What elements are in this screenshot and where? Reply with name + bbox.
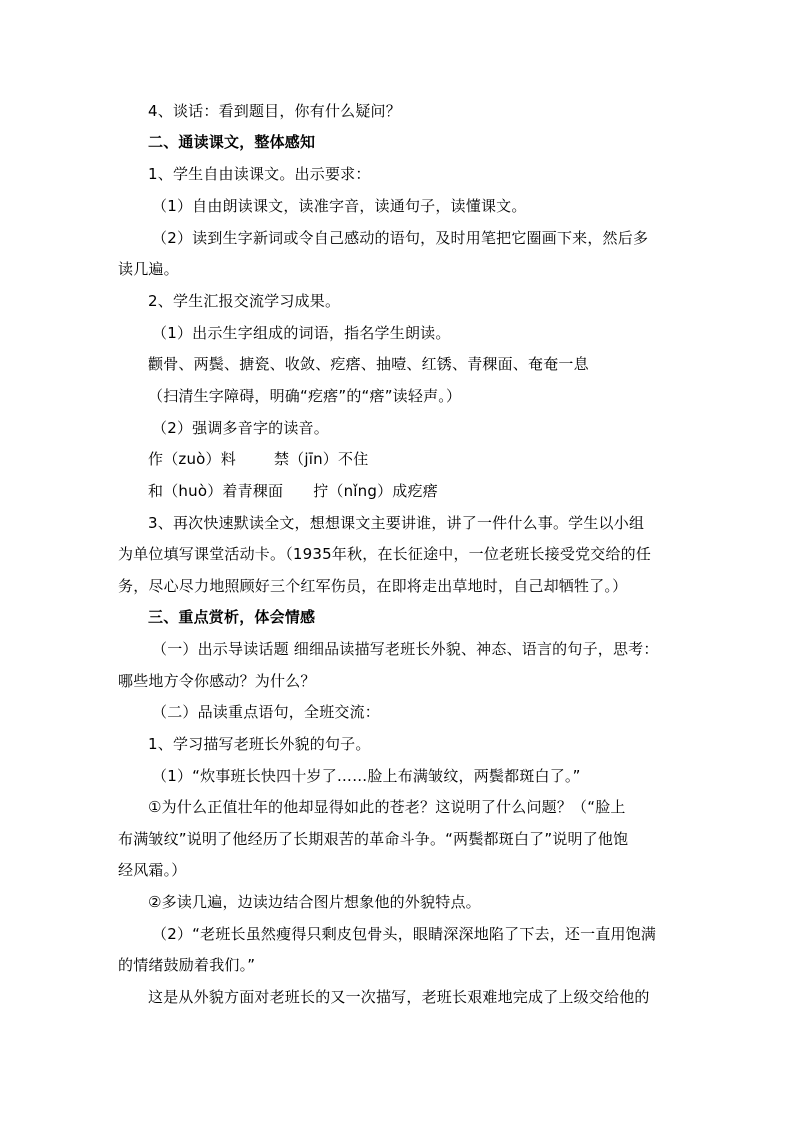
- pronunciation-row-1: [118, 449, 708, 469]
- paragraph-appearance: 1、学习描写老班长外貌的句子。: [148, 735, 371, 753]
- paragraph-requirement-2-cont: 读几遍。: [118, 260, 179, 278]
- paragraph-guide-topic: （一）出示导读话题 细细品读描写老班长外貌、神态、语言的句子，思考：: [152, 640, 659, 658]
- section-heading-2: 二、通读课文，整体感知: [148, 133, 316, 151]
- pronunciation-row-2: [118, 481, 708, 501]
- paragraph-show-words: （1）出示生字组成的词语，指名学生朗读。: [152, 324, 451, 342]
- pronunciation-huo: 和（huò）着青稞面: [148, 482, 284, 500]
- paragraph-analysis: 这是从外貌方面对老班长的又一次描写，老班长艰难地完成了上级交给他的: [148, 988, 650, 1006]
- paragraph-requirement-1: （1）自由朗读课文，读准字音，读通句子，读懂课文。: [152, 197, 527, 215]
- paragraph-talk-question: 4、谈话：看到题目，你有什么疑问？: [148, 102, 401, 120]
- paragraph-free-reading: 1、学生自由读课文。出示要求：: [148, 165, 371, 183]
- paragraph-key-sentences: （二）品读重点语句，全班交流：: [152, 703, 381, 721]
- paragraph-fast-reading-cont-2: 务，尽心尽力地照顾好三个红军伤员，在即将走出草地时，自己却牺牲了。）: [118, 577, 628, 595]
- quote-2-cont: 的情绪鼓励着我们。”: [118, 956, 256, 974]
- paragraph-fast-reading-cont-1: 为单位填写课堂活动卡。（1935年秋，在长征途中，一位老班长接受党交给的任: [118, 545, 652, 563]
- pronunciation-jin: 禁（jīn）不住: [273, 450, 369, 468]
- paragraph-requirement-2: （2）读到生字新词或令自己感动的语句，及时用笔把它圈画下来，然后多: [152, 229, 649, 247]
- pronunciation-zuo: 作（zuò）料: [148, 450, 236, 468]
- vocabulary-list: 颧骨、两鬓、搪瓷、收敛、疙瘩、抽噎、红锈、青稞面、奄奄一息: [148, 355, 589, 373]
- question-1-cont-2: 经风霜。）: [118, 861, 187, 879]
- paragraph-polyphonic: （2）强调多音字的读音。: [152, 419, 329, 437]
- quote-2: （2）“老班长虽然瘦得只剩皮包骨头，眼睛深深地陷了下去，还一直用饱满: [152, 925, 657, 943]
- pronunciation-ning: 拧（nǐng）成疙瘩: [313, 482, 438, 500]
- question-2: ②多读几遍，边读边结合图片想象他的外貌特点。: [148, 893, 481, 911]
- paragraph-neutral-tone: （扫清生字障碍，明确“疙瘩”的“瘩”读轻声。）: [148, 387, 462, 405]
- question-1: ①为什么正值壮年的他却显得如此的苍老？这说明了什么问题？（“脸上: [148, 798, 626, 816]
- quote-1: （1）“炊事班长快四十岁了……脸上布满皱纹，两鬓都斑白了。”: [152, 767, 581, 785]
- section-heading-3: 三、重点赏析，体会情感: [148, 608, 316, 626]
- paragraph-guide-topic-cont: 哪些地方令你感动？为什么？: [118, 672, 316, 690]
- question-1-cont-1: 布满皱纹”说明了他经历了长期艰苦的革命斗争。“两鬓都斑白了”说明了他饱: [118, 830, 629, 848]
- paragraph-report: 2、学生汇报交流学习成果。: [148, 292, 341, 310]
- paragraph-fast-reading: 3、再次快速默读全文，想想课文主要讲谁，讲了一件什么事。学生以小组: [148, 514, 645, 532]
